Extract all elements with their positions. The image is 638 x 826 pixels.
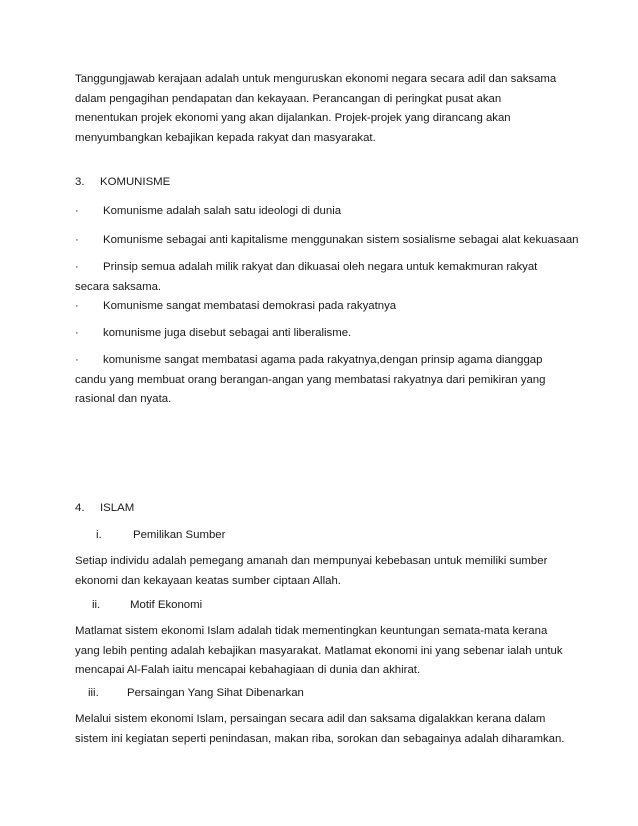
section-3-title: KOMUNISME — [100, 176, 171, 188]
section-4-title: ISLAM — [100, 502, 135, 514]
subsection-i-numeral: i. — [96, 529, 102, 541]
subsection-iii-title: Persaingan Yang Sihat Dibenarkan — [127, 687, 304, 699]
bullet-marker: · — [75, 205, 79, 217]
komunisme-bullet-6: komunisme sangat membatasi agama pada rakyatnya,dengan prinsip agama dianggap candu yang membuat orang berangan-angan yang membatasi rakyatnya dari pemikiran yang rasional dan nyata. — [75, 354, 546, 405]
komunisme-bullet-2: Komunisme sebagai anti kapitalisme menggunakan sistem sosialisme sebagai alat kekuasaan — [103, 234, 579, 246]
bullet-marker: · — [75, 300, 79, 312]
bullet-marker: · — [75, 327, 79, 339]
bullet-marker: · — [75, 354, 79, 366]
subsection-ii-numeral: ii. — [92, 599, 101, 611]
subsection-i-text: Setiap individu adalah pemegang amanah dan mempunyai kebebasan untuk memiliki sumber ekonomi dan kekayaan keatas sumber ciptaan Allah. — [75, 555, 548, 587]
komunisme-bullet-1: Komunisme adalah salah satu ideologi di dunia — [103, 205, 342, 217]
subsection-ii-text: Matlamat sistem ekonomi Islam adalah tidak mementingkan keuntungan semata-mata kerana yang lebih penting adalah kebajikan masyarakat. Matlamat ekonomi ini yang sebenar ialah untuk mencapai Al-Falah iaitu mencapai kebahagiaan di dunia dan akhirat. — [75, 625, 563, 676]
subsection-iii-numeral: iii. — [88, 687, 99, 699]
bullet-marker: · — [75, 261, 79, 273]
subsection-i-title: Pemilikan Sumber — [133, 529, 226, 541]
komunisme-bullet-4: Komunisme sangat membatasi demokrasi pada rakyatnya — [103, 300, 397, 312]
bullet-marker: · — [75, 234, 79, 246]
subsection-ii-title: Motif Ekonomi — [130, 599, 203, 611]
intro-paragraph: Tanggungjawab kerajaan adalah untuk menguruskan ekonomi negara secara adil dan saksama dalam pengagihan pendapatan dan kekayaan. Perancangan di peringkat pusat akan menentukan projek ekonomi yang akan dijalankan. Projek-projek yang dirancang akan menyumbangkan kebajikan kepada rakyat dan masyarakat. — [75, 73, 557, 144]
subsection-iii-text: Melalui sistem ekonomi Islam, persaingan secara adil dan saksama digalakkan kerana dalam sistem ini kegiatan seperti penindasan, makan riba, sorokan dan sebagainya adalah diharamkan. — [75, 713, 565, 745]
section-4-number: 4. — [75, 502, 85, 514]
komunisme-bullet-3: Prinsip semua adalah milik rakyat dan dikuasai oleh negara untuk kemakmuran rakyat secara saksama. — [75, 261, 538, 293]
komunisme-bullet-5: komunisme juga disebut sebagai anti liberalisme. — [103, 327, 352, 339]
section-3-number: 3. — [75, 176, 85, 188]
